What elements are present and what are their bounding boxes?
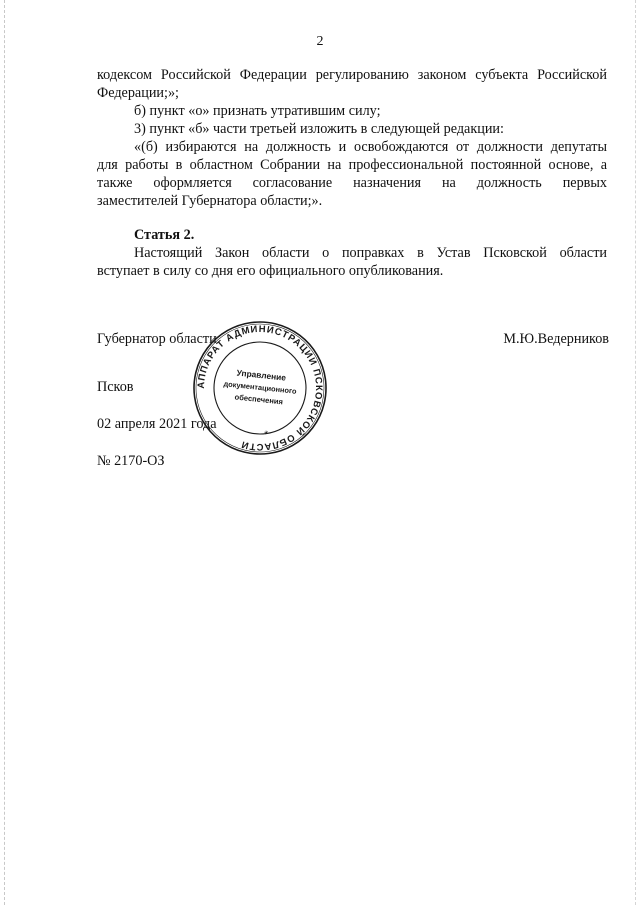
seal-center-line-3: обеспечения bbox=[234, 392, 284, 407]
article-2-line-2: вступает в силу со дня его официального опубликования. bbox=[97, 263, 444, 279]
body-line-7: также оформляется согласование назначения на должность первых bbox=[97, 175, 607, 191]
body-line-1: кодексом Российской Федерации регулированию законом субъекта Российской bbox=[97, 67, 607, 83]
body-line-4: 3) пункт «б» части третьей изложить в следующей редакции: bbox=[134, 121, 504, 137]
article-2-heading: Статья 2. bbox=[134, 227, 195, 243]
body-line-5: «(б) избираются на должность и освобождаются от должности депутаты bbox=[134, 139, 607, 155]
seal-center-line-2: документационного bbox=[223, 379, 297, 396]
body-line-2: Федерации;»; bbox=[97, 85, 179, 101]
signature-name: М.Ю.Ведерников bbox=[503, 331, 609, 347]
law-number: № 2170-ОЗ bbox=[97, 453, 165, 469]
seal-ring-text: АППАРАТ АДМИНИСТРАЦИИ ПСКОВСКОЙ ОБЛАСТИ bbox=[195, 323, 325, 453]
signature-title: Губернатор области bbox=[97, 331, 217, 347]
signature-date: 02 апреля 2021 года bbox=[97, 416, 217, 432]
scan-edge-left bbox=[4, 0, 5, 905]
scan-edge-right bbox=[635, 0, 636, 905]
seal-center-line-1: Управление bbox=[236, 367, 287, 383]
official-seal-stamp bbox=[190, 318, 330, 458]
page-number: 2 bbox=[316, 34, 324, 49]
body-line-8: заместителей Губернатора области;». bbox=[97, 193, 323, 209]
article-2-line-1: Настоящий Закон области о поправках в Устав Псковской области bbox=[134, 245, 607, 261]
seal-star: * bbox=[263, 429, 270, 441]
signature-city: Псков bbox=[97, 379, 134, 395]
body-line-6: для работы в областном Собрании на профессиональной постоянной основе, а bbox=[97, 157, 607, 173]
body-line-3: б) пункт «о» признать утратившим силу; bbox=[134, 103, 381, 119]
